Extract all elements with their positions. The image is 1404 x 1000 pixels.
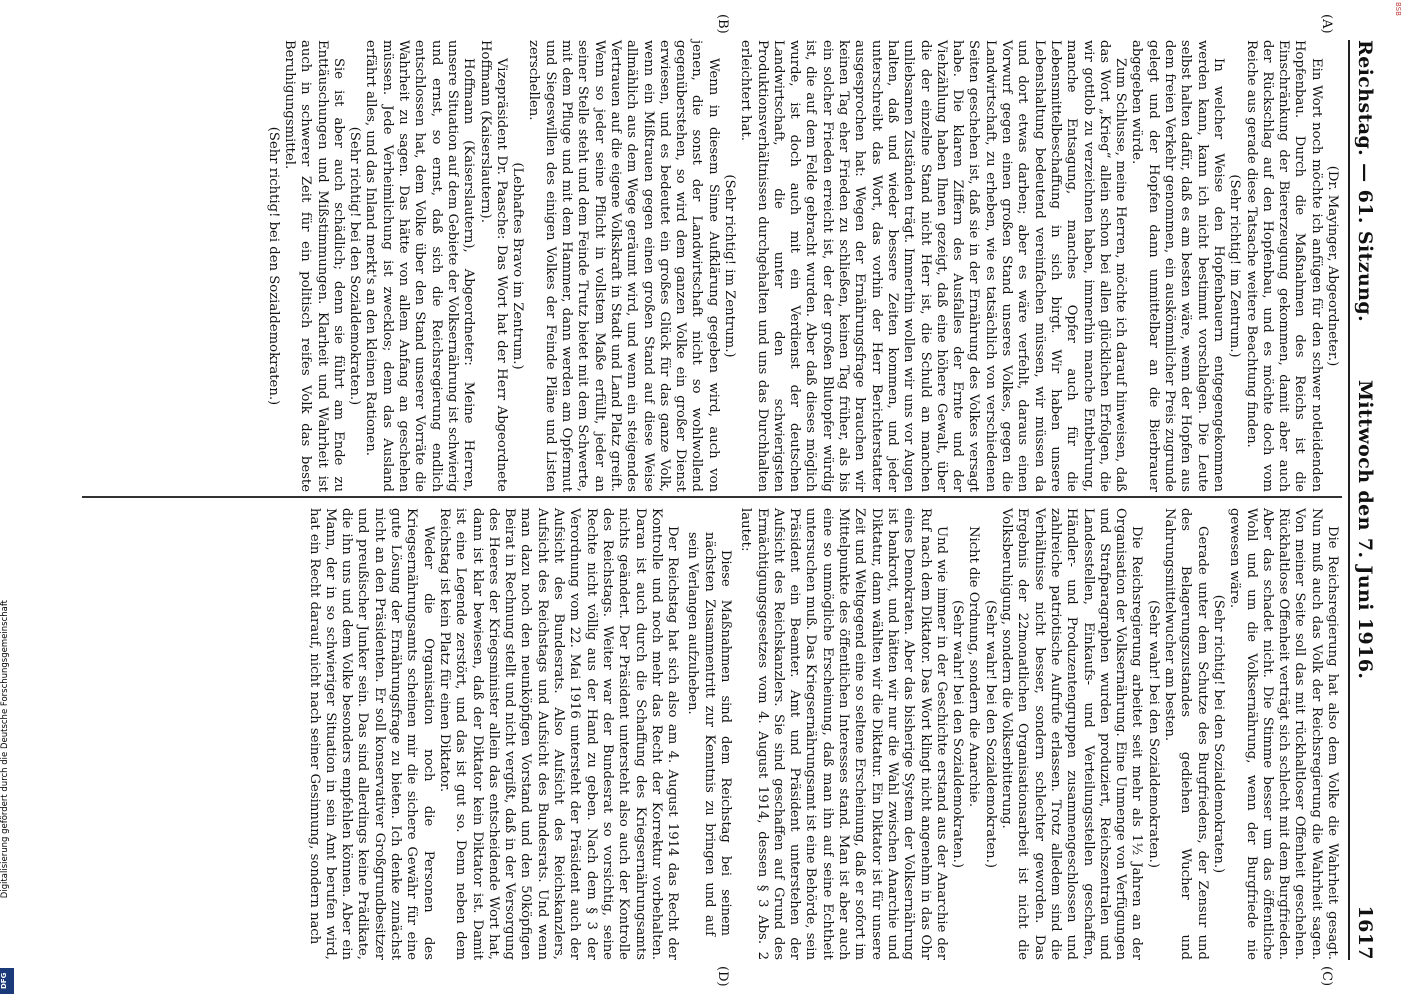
paragraph: Die Reichsregierung hat also dem Volke die Wahrheit gesagt. Nun muß auch das Volk der Reichsregierung die Wahrheit sagen. Von meiner Seite soll das mit rückhaltloser Offenheit geschehen. Rückhaltlose Offenheit verträgt sich schlecht mit dem Burgfrieden. Aber das schadet nicht. Die Stimme besser um das öffentliche Wohl und um die Volksernährung, wenn der Burgfriede nie gewesen wäre. — [1227, 508, 1340, 960]
margin-marker-c: (C) — [1319, 966, 1334, 987]
interjection: (Dr. Mayinger, Abgeordneter.) — [1325, 165, 1340, 367]
paragraph: Ein Wort noch möchte ich anfügen für den schwer notleidenden Hopfenbau. Durch die Maßnahmen des Reichs ist die Einschränkung der Biererzeugung gekommen, damit aber auch der Rückschlag auf den Hopfenbau, und es möchte doch vom Reiche aus gerade diese Tatsache weitere Beachtung finden. — [1243, 40, 1324, 492]
page-header — [1348, 40, 1380, 960]
interjection: (Sehr richtig! im Zentrum.) — [1227, 174, 1243, 358]
paragraph: Gerade unter dem Schutze des Burgfriedens, der Zensur und des Belagerungszustandes gediehen Wucher und Nahrungsmittelwucher am besten. — [1162, 508, 1210, 960]
paragraph: Und wie immer in der Geschichte erstand aus der Anarchie der Ruf nach dem Diktator. Das Wort klingt nicht angenehm in das Ohr eines Demokraten. Aber das bisherige System der Volksernährung ist bankrott, und hätten wir nur die Wahl zwischen Anarchie und Diktatur, dann wählten wir die Diktatur. Ein Diktator ist für unsere Zeit und Weltgegend eine so seltene Erscheinung, daß er sofort im Mittelpunkte des öffentlichen Interesses stand. Man ist aber auch eine so unmögliche Erscheinung, daß man ihn auf seine Echtheit untersuchen muß. Das Kriegsernährungsamt ist eine Behörde, sein Präsident ein Beamter. Amt und Präsident unterstehen der Aufsicht des Reichskanzlers. Sie sind geschaffen auf Grund des Ermächtigungsgesetzes vom 4. August 1914, dessen § 3 Abs. 2 lautet: — [738, 508, 949, 960]
interjection: (Sehr wahr! bei den Sozialdemokraten.) — [1145, 600, 1161, 868]
interjection: (Sehr richtig! bei den Sozialdemokraten.) — [1210, 594, 1226, 874]
paragraph: Wenn in diesem Sinne Aufklärung gegeben wird, auch von jenen, die sonst der Landwirtschaft nicht so wohlwollend gegenüberstehen, so wird dem ganzen Volke ein großer Dienst erwiesen, und es bedeutet ein großes Glück für das ganze Volk, wenn ein Mißtrauen gegen einen großen Stand auf diese Weise allmählich aus dem Wege geräumt wird, und wenn ein steigendes Vertrauen auf die eigene Volkskraft in Stadt und Land Platz greift. Wenn so jeder seine Pflicht in vollstem Maße erfüllt, jeder an seiner Stelle steht und dem Feinde Trutz bietet mit dem Schwerte, mit dem Pfluge und mit dem Hammer, dann werden am Opfermut und Siegeswillen des einigen Volkes der Feinde Pläne und Listen zerschellen. — [526, 40, 721, 492]
paragraph: Vizepräsident Dr. Paasche: Das Wort hat der Herr Abgeordnete Hoffmann (Kaiserslautern). — [477, 40, 509, 492]
interjection: (Sehr wahr! bei den Sozialdemokraten.) — [950, 600, 966, 868]
interjection: (Lebhaftes Bravo im Zentrum.) — [510, 162, 526, 370]
paragraph: Weder die Organisation noch die Personen des Kriegsernährungsamts scheinen mir die sichere Gewähr für eine gute Lösung der Ernährungsfrage zu bieten. Ich denke zunächst nicht an den Präsidenten. Er soll konservativer Großgrundbesitzer und preußischer Junker sein. Das sind allerdings keine Prädikate, die ihn uns und dem Volke besonders empfehlen können. Aber ein Mann, der in so schwieriger Situation in sein Amt berufen wird, hat ein Recht darauf, nicht nach seiner Gesinnung, sondern nach — [306, 508, 436, 960]
interjection: (Sehr richtig! im Zentrum.) — [722, 174, 738, 358]
paragraph: Der Reichstag hat sich also am 4. August 1914 das Recht der Kontrolle und noch mehr das Recht der Korrektur vorbehalten. Daran ist auch durch die Schaffung des Kriegsernährungsamts nichts geändert. Der Präsident untersteht also auch der Kontrolle des Reichstags. Weiter war der Bundesrat so vorsichtig, seine Rechte nicht völlig aus der Hand zu geben. Nach dem § 3 der Verordnung vom 22. Mai 1916 untersteht der Präsident auch der Aufsicht des Bundesrats. Also Aufsicht des Reichskanzlers, Aufsicht des Reichstags und Aufsicht des Bundesrats. Und wenn man dazu noch den neunköpfigen Vorstand und den 50köpfigen Beirat in Rechnung stellt und nicht vergißt, daß in der Versorgung des Heeres der Kriegsminister allein das entscheidende Wort hat, dann ist klar bewiesen, daß der Diktator kein Diktator ist. Damit ist eine Legende zerstört, und das ist gut so. Denn neben dem Reichstag ist kein Platz für einen Diktator. — [436, 508, 681, 960]
header-session: Reichstag. — 61. Sitzung. — [1354, 40, 1376, 323]
paragraph: Sie ist aber auch schädlich; denn sie führt am Ende zu Enttäuschungen und Mißstimmungen. Klarheit und Wahrheit ist auch in schwerer Zeit für ein politisch reifes Volk das beste Beruhigungsmittel. — [282, 40, 346, 492]
paragraph: Die Reichsregierung arbeitet seit mehr als 1½ Jahren an der Organisation der Volksernährung. Eine Unmenge von Verfügungen und Strafparagraphen wurden produziert, Reichszentralen und Landesstellen, Einkaufs- und Verteilungsstellen geschaffen, Händler- und Produzentengruppen zusammengeschlossen und zahlreiche patriotische Aufrufe erlassen. Trotz alledem sind die Verhältnisse nicht besser, sondern schlechter geworden. Das Ergebnis der 22monatlichen Organisationsarbeit ist nicht die Volksberuhigung, sondern die Volkserbitterung. — [999, 508, 1145, 960]
bsb-mark: BSB — [1394, 2, 1402, 16]
left-column — [264, 40, 1340, 492]
paragraph: In welcher Weise den Hopfenbauern entgegengekommen werden kann, kann ich nicht bestimmt vorschlagen. Die Leute selbst halten dafür, daß es am besten wäre, wenn der Hopfen aus dem freien Verkehr genommen, ein auskömmlicher Preis zugrunde gelegt und der Hopfen dann unmittelbar an die Bierbrauer abgegeben würde. — [1129, 40, 1226, 492]
paragraph: Nicht die Ordnung, sondern die Anarchie. — [966, 526, 982, 808]
dfg-logo: DFG — [0, 968, 14, 994]
margin-marker-a: (A) — [1319, 14, 1334, 34]
header-rule — [1348, 40, 1350, 960]
margin-marker-d: (D) — [715, 966, 730, 987]
page-number: 1617 — [1354, 905, 1376, 960]
interjection: (Sehr richtig! bei den Sozialdemokraten.) — [265, 126, 281, 406]
paragraph: Hoffmann (Kaiserslautern), Abgeordneter: Meine Herren, unsere Situation auf dem Gebiete der Volksernährung ist schwierig und ernst, so ernst, daß sich die Reichsregierung endlich entschlossen hat, dem Volke über den Stand unserer Vorräte die Wahrheit zu sagen. Das hätte von allem Anfang an geschehen müssen. Jede Verheimlichung ist zwecklos; denn das Ausland erfährt alles, und das Inland merkt's an den kleinen Rationen. — [363, 40, 477, 492]
header-date: Mittwoch den 7. Juni 1916. — [1354, 380, 1376, 680]
column-rule — [82, 496, 1342, 498]
block-quote: Diese Maßnahmen sind dem Reichstag bei seinem nächsten Zusammentritt zur Kenntnis zu bringen und auf sein Verlangen aufzuheben. — [685, 532, 734, 936]
reichstag-page — [50, 0, 1390, 1000]
interjection: (Sehr wahr! bei den Sozialdemokraten.) — [982, 600, 998, 868]
margin-marker-b: (B) — [715, 14, 730, 34]
paragraph: Zum Schlusse, meine Herren, möchte ich darauf hinweisen, daß das Wort „Krieg“ allein schon bei allen glücklichen Erfolgen, die wir gottlob zu verzeichnen haben, immerhin manche Entbehrung, manche Entsagung, manches Opfer auch für die Lebensmittelbeschaffung in sich birgt. Wir haben unsere Lebenshaltung bedeutend vereinfachen müssen, wir müssen da und dort etwas darben; aber es wäre verfehlt, daraus einen Vorwurf gegen einen großen Stand unseres Volkes, gegen die Landwirtschaft, zu erheben, wie es tatsächlich von verschiedenen Seiten geschehen ist, daß sie in der Ernährung des Volkes versagt habe. Die klaren Ziffern des Ausfalles der Ernte und der Viehzählung haben Ihnen gezeigt, daß eine höhere Gewalt, über die der einzelne Stand nicht Herr ist, die Schuld an manchen unliebsamen Zuständen trägt. Immerhin wollen wir uns vor Augen halten, daß und wieder bessere Zeiten kommen, und jeder unterschreibt das Wort, das vorhin der Herr Berichterstatter ausgesprochen hat: Wegen der Ernährungsfrage brauchen wir keinen Tag eher Frieden zu schließen, keinen Tag früher, als bis ein solcher Frieden erreicht ist, der der großen Blutopfer würdig ist, die auf dem Felde gebracht wurden. Aber daß dieses möglich wurde, ist doch auch mit ein Verdienst der deutschen Landwirtschaft, die unter den schwierigsten Produktionsverhältnissen durchgehalten und uns das Durchhalten erleichtert hat. — [738, 40, 1129, 492]
right-column — [305, 508, 1340, 960]
digitization-credit: Digitalisierung gefördert durch die Deutsche Forschungsgemeinschaft — [0, 600, 10, 899]
interjection: (Sehr richtig! bei den Sozialdemokraten.) — [347, 126, 363, 406]
